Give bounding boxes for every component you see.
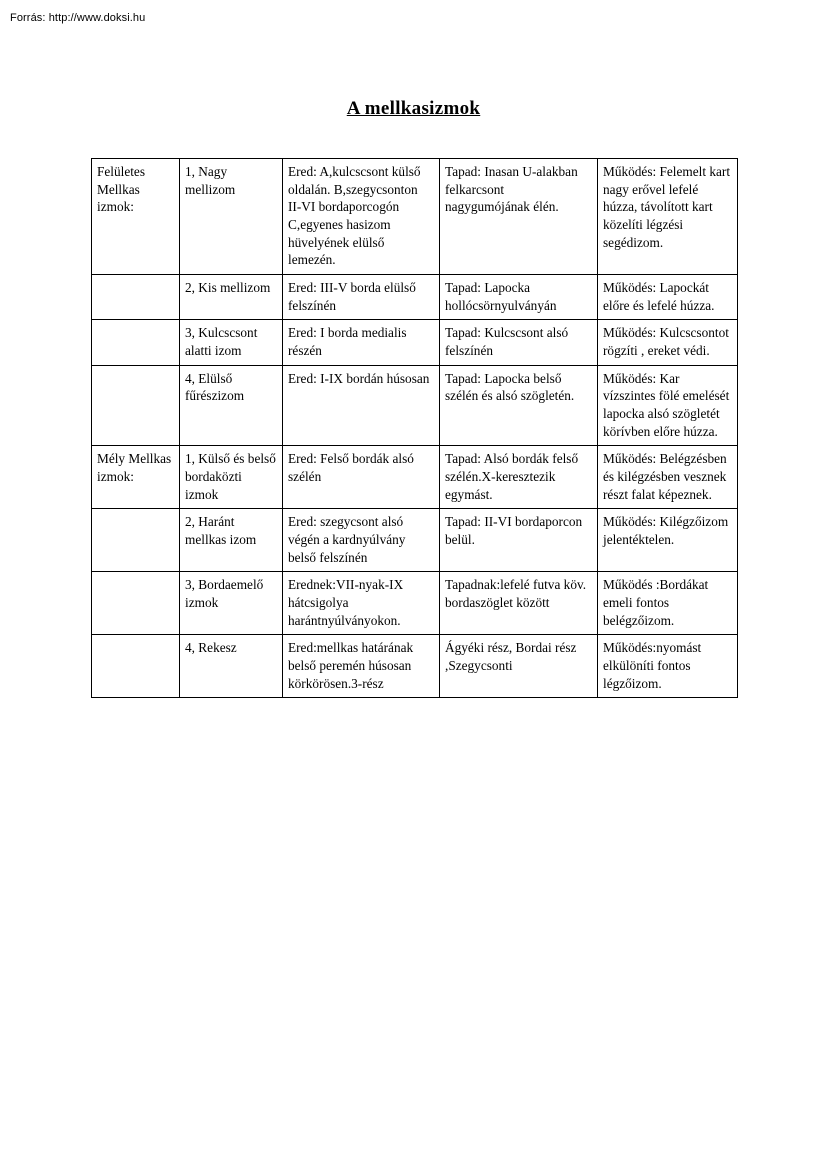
cell-muscle: 1, Külső és belső bordaközti izmok bbox=[180, 446, 283, 509]
table-row bbox=[92, 446, 738, 509]
cell-origin: Ered: I borda medialis részén bbox=[283, 320, 440, 365]
cell-origin: Ered:mellkas határának belső peremén húsosan körkörösen.3-rész bbox=[283, 635, 440, 698]
table-row bbox=[92, 365, 738, 446]
cell-group: Felületes Mellkas izmok: bbox=[92, 159, 180, 275]
page-title: A mellkasizmok bbox=[346, 98, 481, 119]
cell-function: Működés: Belégzésben és kilégzésben vesznek részt falat képeznek. bbox=[598, 446, 738, 509]
table-row bbox=[92, 275, 738, 320]
cell-muscle: 2, Kis mellizom bbox=[180, 275, 283, 320]
cell-function: Működés: Felemelt kart nagy erővel lefelé húzza, távolított kart közelíti légzési segédizom. bbox=[598, 159, 738, 275]
table-row bbox=[92, 572, 738, 635]
table-row bbox=[92, 320, 738, 365]
cell-group bbox=[92, 635, 180, 698]
cell-origin: Erednek:VII-nyak-IX hátcsigolya harántnyúlványokon. bbox=[283, 572, 440, 635]
cell-origin: Ered: szegycsont alsó végén a kardnyúlvány belső felszínén bbox=[283, 509, 440, 572]
cell-function: Működés: Lapockát előre és lefelé húzza. bbox=[598, 275, 738, 320]
cell-function: Működés: Kulcscsontot rögzíti , ereket védi. bbox=[598, 320, 738, 365]
table-row bbox=[92, 159, 738, 275]
cell-origin: Ered: I-IX bordán húsosan bbox=[283, 365, 440, 446]
cell-function: Működés:nyomást elkülöníti fontos légzőizom. bbox=[598, 635, 738, 698]
cell-insertion: Tapad: II-VI bordaporcon belül. bbox=[440, 509, 598, 572]
cell-insertion: Tapad: Kulcscsont alsó felszínén bbox=[440, 320, 598, 365]
cell-group bbox=[92, 572, 180, 635]
cell-muscle: 2, Haránt mellkas izom bbox=[180, 509, 283, 572]
cell-function: Működés: Kilégzőizom jelentéktelen. bbox=[598, 509, 738, 572]
cell-insertion: Ágyéki rész, Bordai rész ,Szegycsonti bbox=[440, 635, 598, 698]
cell-group bbox=[92, 509, 180, 572]
cell-insertion: Tapadnak:lefelé futva köv. bordaszöglet között bbox=[440, 572, 598, 635]
cell-muscle: 3, Bordaemelő izmok bbox=[180, 572, 283, 635]
cell-muscle: 3, Kulcscsont alatti izom bbox=[180, 320, 283, 365]
cell-muscle: 1, Nagy mellizom bbox=[180, 159, 283, 275]
cell-insertion: Tapad: Inasan U-alakban felkarcsont nagygumójának élén. bbox=[440, 159, 598, 275]
cell-group bbox=[92, 320, 180, 365]
source-watermark: Forrás: http://www.doksi.hu bbox=[10, 12, 146, 24]
cell-insertion: Tapad: Lapocka hollócsörnyulványán bbox=[440, 275, 598, 320]
cell-origin: Ered: A,kulcscsont külső oldalán. B,szegycsonton II-VI bordaporcogón C,egyenes hasizom hüvelyének elülső lemezén. bbox=[283, 159, 440, 275]
cell-muscle: 4, Rekesz bbox=[180, 635, 283, 698]
cell-group bbox=[92, 275, 180, 320]
cell-function: Működés :Bordákat emeli fontos belégzőizom. bbox=[598, 572, 738, 635]
table-row bbox=[92, 635, 738, 698]
cell-function: Működés: Kar vízszintes fölé emelését lapocka alsó szögletét körívben előre húzza. bbox=[598, 365, 738, 446]
table-row bbox=[92, 509, 738, 572]
cell-origin: Ered: Felső bordák alsó szélén bbox=[283, 446, 440, 509]
cell-insertion: Tapad: Lapocka belső szélén és alsó szögletén. bbox=[440, 365, 598, 446]
cell-insertion: Tapad: Alsó bordák felső szélén.X-keresztezik egymást. bbox=[440, 446, 598, 509]
muscle-table bbox=[91, 158, 738, 698]
cell-group: Mély Mellkas izmok: bbox=[92, 446, 180, 509]
cell-muscle: 4, Elülső fűrészizom bbox=[180, 365, 283, 446]
cell-group bbox=[92, 365, 180, 446]
cell-origin: Ered: III-V borda elülső felszínén bbox=[283, 275, 440, 320]
